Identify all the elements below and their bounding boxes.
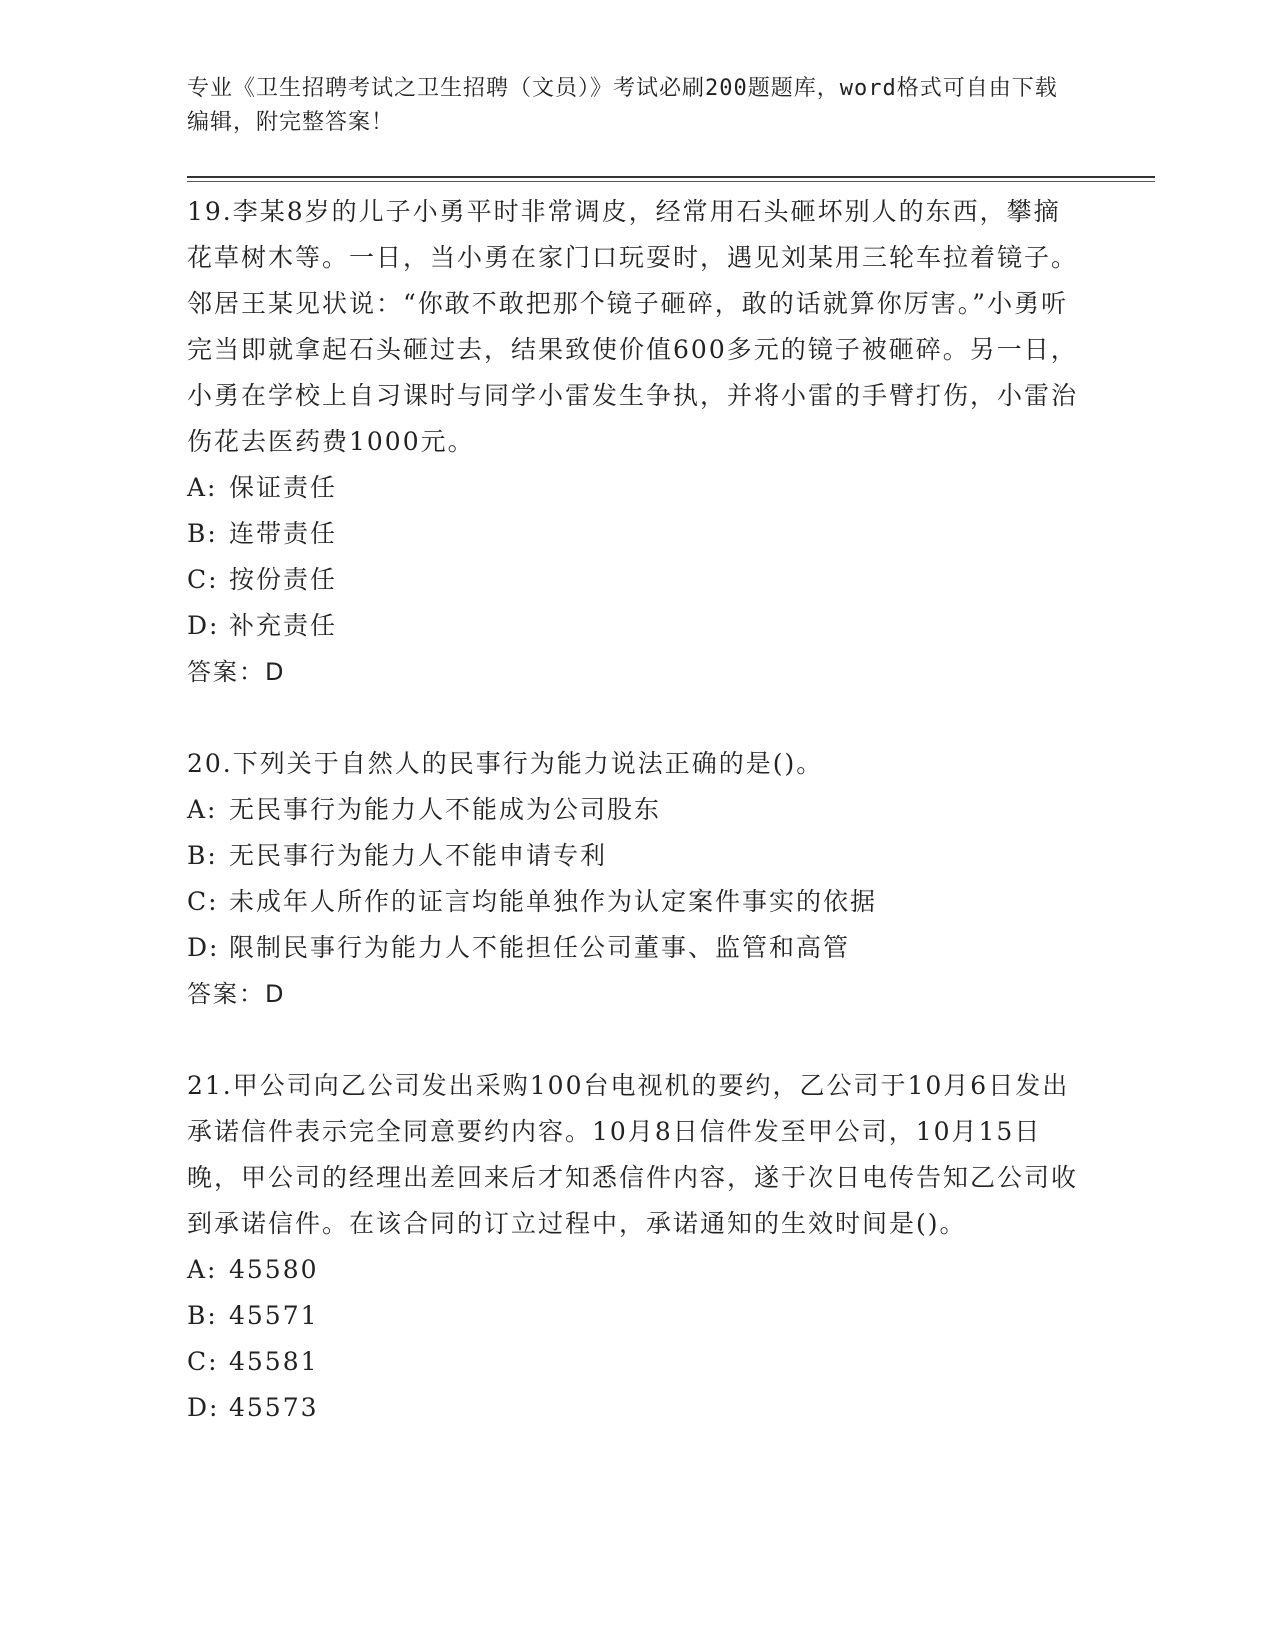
option-text: 保证责任 xyxy=(229,473,338,502)
option-letter: D: xyxy=(187,933,220,962)
option-b xyxy=(187,1293,1087,1339)
question-20 xyxy=(187,741,1087,1017)
option-letter: C: xyxy=(187,565,219,594)
option-text: 无民事行为能力人不能成为公司股东 xyxy=(229,795,662,824)
answer-line: 答案：D xyxy=(187,980,286,1008)
option-text: 45580 xyxy=(229,1255,319,1284)
option-letter: C: xyxy=(187,887,219,916)
option-letter: B: xyxy=(187,1301,218,1330)
option-d xyxy=(187,1385,1087,1431)
option-text: 45573 xyxy=(229,1393,319,1422)
answer-line: 答案：D xyxy=(187,658,286,686)
option-c xyxy=(187,557,1087,603)
option-text: 无民事行为能力人不能申请专利 xyxy=(229,841,608,870)
option-letter: B: xyxy=(187,841,218,870)
option-d xyxy=(187,603,1087,649)
option-text: 未成年人所作的证言均能单独作为认定案件事实的依据 xyxy=(229,887,878,916)
option-a xyxy=(187,1247,1087,1293)
option-text: 补充责任 xyxy=(229,611,338,640)
header-divider-thin xyxy=(187,181,1155,182)
option-text: 连带责任 xyxy=(229,519,338,548)
spacer xyxy=(187,1017,1087,1063)
option-letter: A: xyxy=(187,1255,218,1284)
question-list xyxy=(187,189,1087,1431)
option-c xyxy=(187,1339,1087,1385)
document-header: 专业《卫生招聘考试之卫生招聘（文员）》考试必刷200题题库，word格式可自由下载编辑，附完整答案！ xyxy=(187,76,1058,135)
option-text: 限制民事行为能力人不能担任公司董事、监管和高管 xyxy=(229,933,851,962)
option-letter: C: xyxy=(187,1347,219,1376)
option-text: 按份责任 xyxy=(229,565,338,594)
option-letter: D: xyxy=(187,611,220,640)
option-b xyxy=(187,511,1087,557)
option-text: 45571 xyxy=(229,1301,319,1330)
option-letter: D: xyxy=(187,1393,220,1422)
question-21 xyxy=(187,1063,1087,1431)
option-d xyxy=(187,925,1087,971)
option-a xyxy=(187,465,1087,511)
option-b xyxy=(187,833,1087,879)
question-19 xyxy=(187,189,1087,695)
option-a xyxy=(187,787,1087,833)
option-letter: A: xyxy=(187,795,218,824)
spacer xyxy=(187,695,1087,741)
question-stem: 19.李某8岁的儿子小勇平时非常调皮，经常用石头砸坏别人的东西，攀摘花草树木等。一日，当小勇在家门口玩耍时，遇见刘某用三轮车拉着镜子。邻居王某见状说：“你敢不敢把那个镜子砸碎，敢的话就算你厉害。”小勇听完当即就拿起石头砸过去，结果致使价值600多元的镜子被砸碎。另一日，小勇在学校上自习课时与同学小雷发生争执，并将小雷的手臂打伤，小雷治伤花去医药费1000元。 xyxy=(187,197,1079,456)
option-letter: A: xyxy=(187,473,218,502)
option-c xyxy=(187,879,1087,925)
option-text: 45581 xyxy=(229,1347,319,1376)
option-letter: B: xyxy=(187,519,218,548)
question-stem: 20.下列关于自然人的民事行为能力说法正确的是()。 xyxy=(187,749,824,778)
question-stem: 21.甲公司向乙公司发出采购100台电视机的要约，乙公司于10月6日发出承诺信件表示完全同意要约内容。10月8日信件发至甲公司，10月15日晚，甲公司的经理出差回来后才知悉信件内容，遂于次日电传告知乙公司收到承诺信件。在该合同的订立过程中，承诺通知的生效时间是()。 xyxy=(187,1071,1079,1238)
header-divider-thick xyxy=(187,176,1155,178)
